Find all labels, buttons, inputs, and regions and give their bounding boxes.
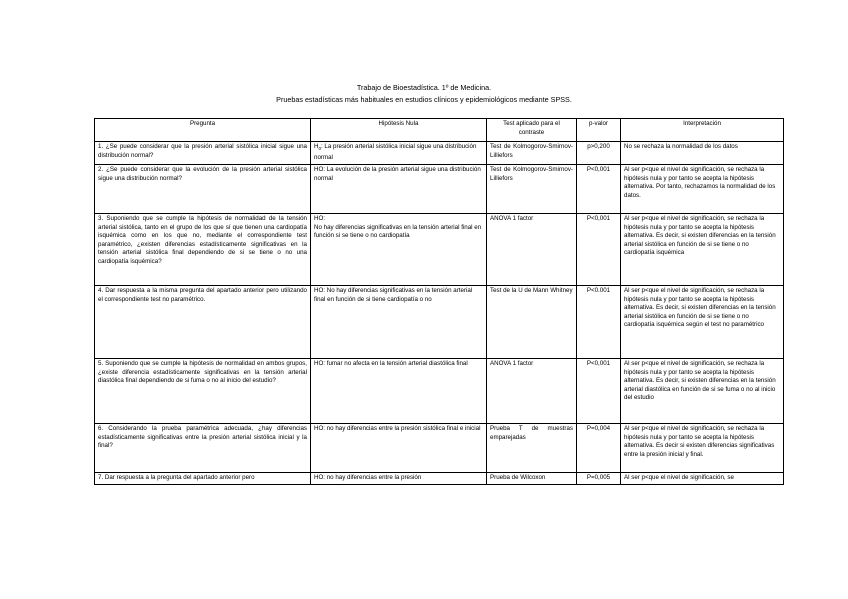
table-row: [95, 165, 784, 214]
cell-hipotesis: [311, 214, 487, 286]
header-hipotesis: Hipótesis Nula: [311, 119, 487, 142]
cell-interpretacion: Al ser p<que el nivel de significación, se rechaza la hipótesis nula y por tanto se acepta la hipótesis alternativa. Es decir, si existen diferencias en la tensión arterial sistólica en función de si se tiene o no cardiopatía isquémica: [621, 214, 784, 286]
cell-test: ANOVA 1 factor: [487, 359, 577, 424]
cell-test: Test de Kolmogorov-Smirnov-Lilliefors: [487, 142, 577, 165]
hipotesis-h: H: [314, 143, 319, 150]
table-row: [95, 359, 784, 424]
cell-p-valor: P<0,001: [577, 214, 621, 286]
hipotesis-text: : La presión arterial sistólica inicial sigue una distribución normal: [314, 143, 477, 161]
cell-hipotesis: [311, 142, 487, 165]
table-row: [95, 424, 784, 473]
cell-p-valor: P<0.001: [577, 286, 621, 359]
cell-pregunta: 5. Suponiendo que se cumple la hipótesis de normalidad en ambos grupos, ¿existe diferencia estadísticamente significativas en la tensión arterial diastólica final dependiendo de si fuma o no al inicio del estudio?: [95, 359, 311, 424]
cell-pregunta: 7. Dar respuesta a la pregunta del apartado anterior pero: [95, 473, 311, 485]
cell-test: Test de Kolmogorov-Smirnov-Lilliefors: [487, 165, 577, 214]
cell-hipotesis: HO: fumar no afecta en la tensión arterial diastólica final: [311, 359, 487, 424]
table-row: [95, 286, 784, 359]
cell-test: Test de la U de Mann Whitney: [487, 286, 577, 359]
header-test: Test aplicado para el contraste: [487, 119, 577, 142]
table-header-row: [95, 119, 784, 142]
header-p-valor: p-valor: [577, 119, 621, 142]
cell-p-valor: P<0,001: [577, 165, 621, 214]
table-row: [95, 142, 784, 165]
cell-pregunta: 6. Considerando la prueba paramétrica adecuada, ¿hay diferencias estadísticamente significativas entre la presión arterial sistólica inicial y la final?: [95, 424, 311, 473]
cell-test: ANOVA 1 factor: [487, 214, 577, 286]
cell-interpretacion: Al ser p<que el nivel de significación, se: [621, 473, 784, 485]
cell-interpretacion: Al ser p<que el nivel de significación, se rechaza la hipótesis nula y por tanto se acepta la hipótesis alternativa. Es decir, si existen diferencias en la tensión arterial sistólica en función de si se tiene o no cardiopatía isquémica según el test no paramétrico: [621, 286, 784, 359]
cell-pregunta: 1. ¿Se puede considerar que la presión arterial sistólica inicial sigue una distribución normal?: [95, 142, 311, 165]
cell-hipotesis: HO: No hay diferencias significativas en la tensión arterial final en función de si tiene cardiopatía o no: [311, 286, 487, 359]
cell-p-valor: P=0,005: [577, 473, 621, 485]
cell-hipotesis: HO: La evolución de la presión arterial sigue una distribución normal: [311, 165, 487, 214]
cell-test: Prueba T de muestras emparejadas: [487, 424, 577, 473]
cell-pregunta: 2. ¿Se puede considerar que la evolución de la presión arterial sistólica sigue una distribución normal?: [95, 165, 311, 214]
cell-p-valor: P<0,001: [577, 359, 621, 424]
cell-hipotesis: HO: no hay diferencias entre la presión: [311, 473, 487, 485]
statistics-table: [94, 118, 784, 485]
document-subtitle: Pruebas estadísticas más habituales en estudios clínicos y epidemiológicos mediante SPSS.: [276, 95, 572, 104]
cell-interpretacion: Al ser p<que el nivel de significación, se rechaza la hipótesis nula y por tanto se acepta la hipótesis alternativa. Por tanto, rechazamos la normalidad de los datos.: [621, 165, 784, 214]
cell-hipotesis: HO: no hay diferencias entre la presión sistólica final e inicial: [311, 424, 487, 473]
cell-p-valor: P=0,004: [577, 424, 621, 473]
header-pregunta: Pregunta: [95, 119, 311, 142]
hipotesis-text: No hay diferencias significativas en la tensión arterial final en función si se tiene o no cardiopatía: [314, 223, 482, 240]
cell-p-valor: p>0,200: [577, 142, 621, 165]
cell-interpretacion: Al ser p<que el nivel de significación, se rechaza la hipótesis nula y por tanto se acepta la hipótesis alternativa. Es decir si existen diferencias significativas entre la presión inicial y final.: [621, 424, 784, 473]
document-title: Trabajo de Bioestadística. 1º de Medicina.: [356, 83, 492, 92]
hipotesis-subscript: 0: [318, 146, 321, 152]
cell-test: Prueba de Wilcoxon: [487, 473, 577, 485]
cell-pregunta: 4. Dar respuesta a la misma pregunta del apartado anterior pero utilizando el correspondiente test no paramétrico.: [95, 286, 311, 359]
cell-interpretacion: Al ser p<que el nivel de significación, se rechaza la hipótesis nula y por tanto se acepta la hipótesis alternativa. Es decir, si existen diferencias en la tensión arterial diastólica en función de si se fuma o no al inicio del estudio: [621, 359, 784, 424]
header-interpretacion: Interpretación: [621, 119, 784, 142]
cell-interpretacion: No se rechaza la normalidad de los datos: [621, 142, 784, 165]
cell-pregunta: 3. Suponiendo que se cumple la hipótesis de normalidad de la tensión arterial sistólica, tanto en el grupo de los que sí que tienen una cardiopatía isquémica como en los que no, mediante el correspondiente test paramétrico, ¿existen diferencias estadísticamente significativas en la tensión arterial sistólica final dependiendo de si se tiene o no una cardiopatía isquémica?: [95, 214, 311, 286]
table-row: [95, 214, 784, 286]
table-row: [95, 473, 784, 485]
hipotesis-label: HO:: [314, 215, 326, 222]
